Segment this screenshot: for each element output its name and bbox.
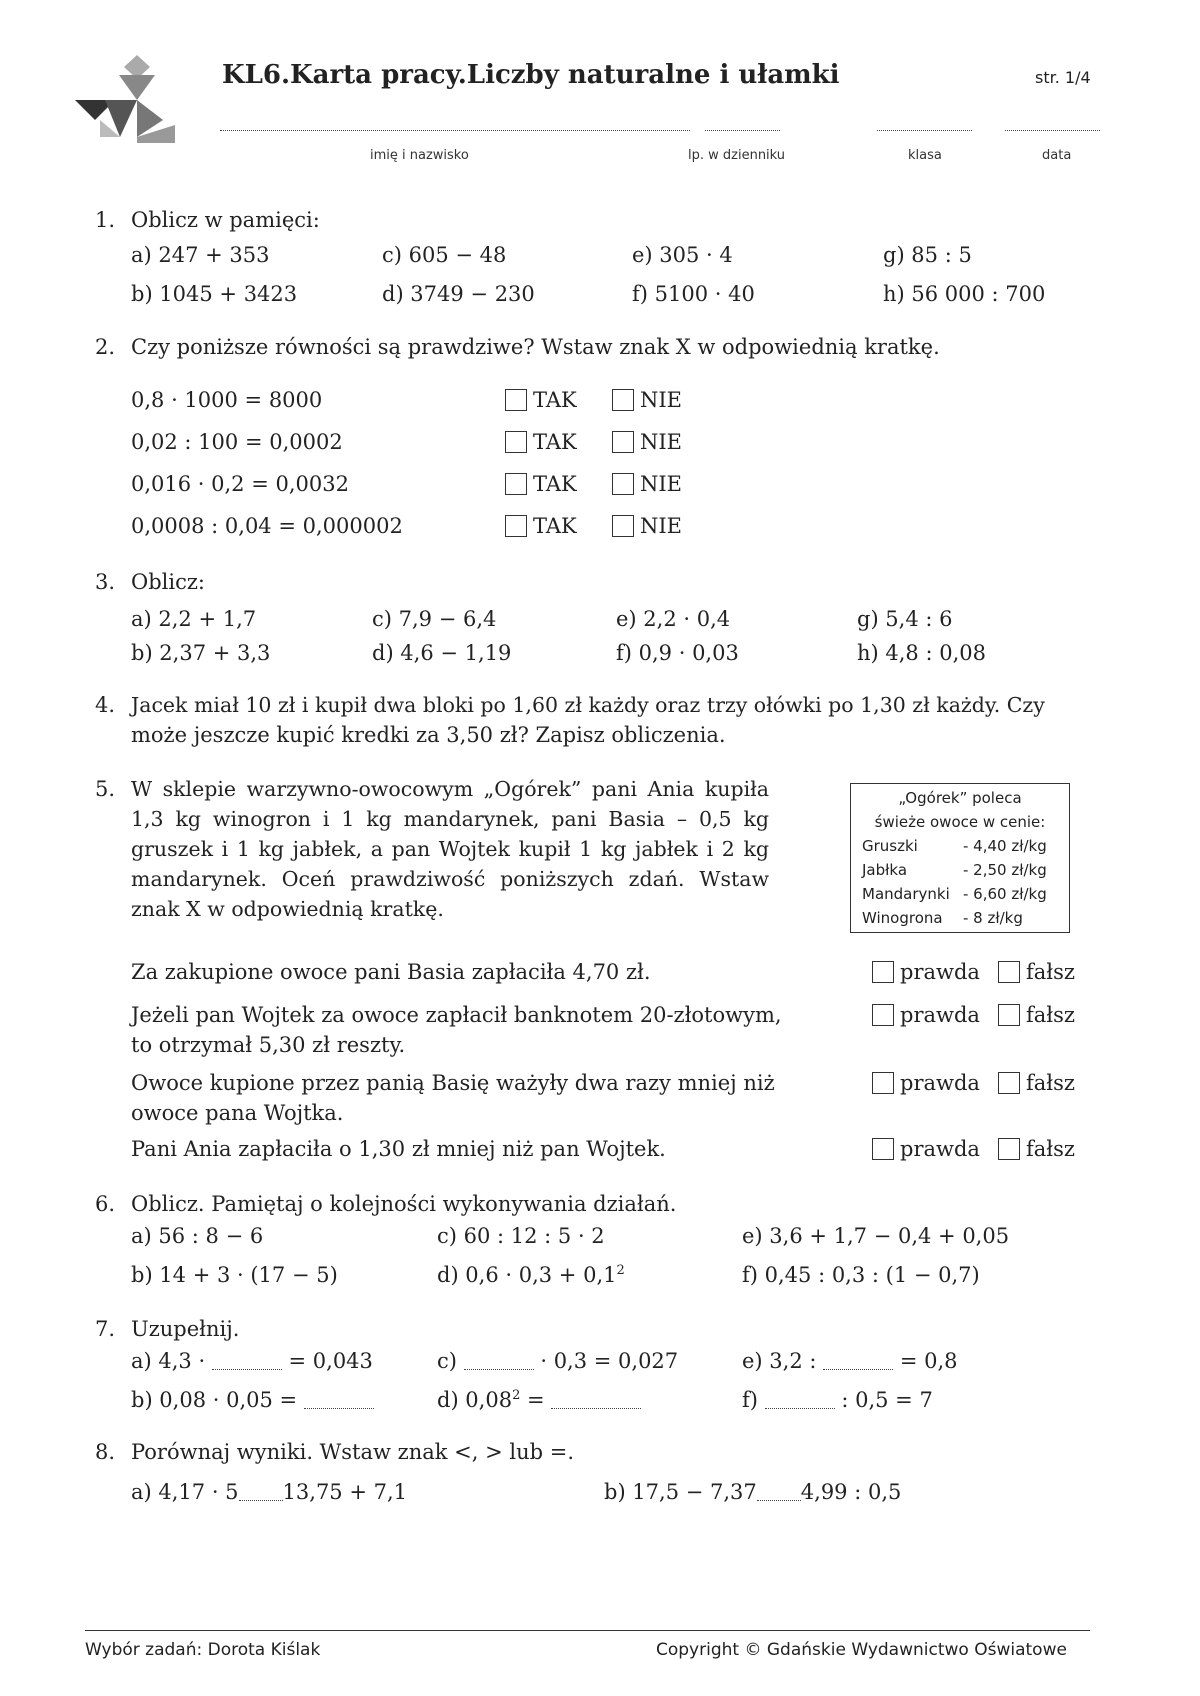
q7-instruction: Uzupełnij. (131, 1317, 240, 1341)
price-row: Gruszki - 4,40 zł/kg (862, 837, 1047, 855)
register-number-field-label: lp. w dzienniku (688, 148, 786, 163)
price-row: Winogrona - 8 zł/kg (862, 909, 1023, 927)
price-list-subtitle: świeże owoce w cenie: (874, 813, 1046, 831)
q7-item-e: e) 3,2 : = 0,8 (742, 1349, 958, 1373)
q3-item: h) 4,8 : 0,08 (857, 641, 986, 665)
q6-item: d) $0,6 \cdot 0,3 + 0,1^2$ (437, 1263, 625, 1287)
q8-item-a: a) 4,17 · 5 13,75 + 7,1 (131, 1480, 408, 1504)
checkbox[interactable] (612, 431, 634, 453)
checkbox[interactable] (505, 515, 527, 537)
q1-number: 1. (95, 208, 116, 232)
answer-blank[interactable] (551, 1392, 641, 1409)
q5-statement: Jeżeli pan Wojtek za owoce zapłacił banknotem 20-złotowym, (131, 1003, 782, 1027)
answer-blank[interactable] (823, 1353, 893, 1370)
q3-item: c) 7,9 − 6,4 (372, 607, 497, 631)
checkbox[interactable] (872, 961, 894, 983)
q5-statement: Owoce kupione przez panią Basię ważyły dwa razy mniej niż (131, 1071, 775, 1095)
name-field-label: imię i nazwisko (370, 148, 469, 163)
q2-nie-option[interactable]: NIE (612, 472, 682, 496)
q2-tak-option[interactable]: TAK (505, 514, 577, 538)
checkbox[interactable] (505, 431, 527, 453)
q2-number: 2. (95, 335, 116, 359)
q7-item-c: c) · 0,3 = 0,027 (437, 1349, 679, 1373)
q5-statement: Za zakupione owoce pani Basia zapłaciła 4,70 zł. (131, 960, 651, 984)
date-field-label: data (1042, 148, 1072, 163)
q1-item: d) 3749 − 230 (382, 282, 535, 306)
q7-number: 7. (95, 1317, 116, 1341)
class-field-line[interactable] (877, 128, 972, 131)
q5-prawda-option[interactable]: prawda (872, 960, 980, 984)
checkbox[interactable] (872, 1138, 894, 1160)
q7-item-a: a) 4,3 · = 0,043 (131, 1349, 373, 1373)
price-row: Mandarynki - 6,60 zł/kg (862, 885, 1047, 903)
q5-prawda-option[interactable]: prawda (872, 1071, 980, 1095)
q3-item: g) 5,4 : 6 (857, 607, 953, 631)
q3-item: d) 4,6 − 1,19 (372, 641, 512, 665)
checkbox[interactable] (998, 1138, 1020, 1160)
q2-nie-option[interactable]: NIE (612, 430, 682, 454)
q1-item: c) 605 − 48 (382, 243, 507, 267)
q7-item-f: f) : 0,5 = 7 (742, 1388, 933, 1412)
checkbox[interactable] (612, 515, 634, 537)
q1-item: g) 85 : 5 (883, 243, 972, 267)
class-field-label: klasa (908, 148, 942, 163)
q5-prawda-option[interactable]: prawda (872, 1137, 980, 1161)
q8-item-b: b) 17,5 − 7,37 4,99 : 0,5 (604, 1480, 902, 1504)
name-field-line[interactable] (220, 128, 690, 131)
q5-statement-cont: to otrzymał 5,30 zł reszty. (131, 1033, 406, 1057)
q4-text-line: Jacek miał 10 zł i kupił dwa bloki po 1,60 zł każdy oraz trzy ołówki po 1,30 zł każdy. Czy (131, 693, 1045, 717)
q2-nie-option[interactable]: NIE (612, 388, 682, 412)
q6-item: b) 14 + 3 · (17 − 5) (131, 1263, 338, 1287)
answer-blank[interactable] (304, 1392, 374, 1409)
answer-blank[interactable] (212, 1353, 282, 1370)
checkbox[interactable] (872, 1072, 894, 1094)
checkbox[interactable] (505, 389, 527, 411)
checkbox[interactable] (998, 961, 1020, 983)
q1-item: f) 5100 · 40 (632, 282, 755, 306)
q5-falsz-option[interactable]: fałsz (998, 1003, 1075, 1027)
q6-number: 6. (95, 1192, 116, 1216)
q1-item: b) 1045 + 3423 (131, 282, 298, 306)
publisher-logo (75, 55, 185, 145)
q2-instruction: Czy poniższe równości są prawdziwe? Wstaw znak X w odpowiednią kratkę. (131, 335, 940, 359)
price-row: Jabłka - 2,50 zł/kg (862, 861, 1047, 879)
q7-item-d: d) 0,08$^2$ = (437, 1388, 641, 1412)
q1-instruction: Oblicz w pamięci: (131, 208, 320, 232)
q6-item: c) 60 : 12 : 5 · 2 (437, 1224, 605, 1248)
q2-equation: 0,02 : 100 = 0,0002 (131, 430, 343, 454)
answer-blank[interactable] (757, 1484, 801, 1501)
price-list-title: „Ogórek” poleca (898, 789, 1022, 807)
q2-equation: 0,0008 : 0,04 = 0,000002 (131, 514, 403, 538)
q1-item: h) 56 000 : 700 (883, 282, 1046, 306)
q5-text: W sklepie warzywno-owocowym „Ogórek” pani Ania kupiła 1,3 kg winogron i 1 kg mandarynek, pani Basia – 0,5 kg gruszek i 1 kg jabłek, a pan Wojtek kupił 1 kg jabłek i 2 kg mandarynek. Oceń prawdziwość poniższych zdań. Wstaw znak X w odpowiednią kratkę. (131, 777, 769, 921)
q5-falsz-option[interactable]: fałsz (998, 1137, 1075, 1161)
price-list-box (850, 783, 1070, 933)
page-title: KL6.Karta pracy.Liczby naturalne i ułamki (222, 60, 840, 90)
q5-statement-cont: owoce pana Wojtka. (131, 1101, 344, 1125)
answer-blank[interactable] (239, 1484, 283, 1501)
checkbox[interactable] (505, 473, 527, 495)
q2-tak-option[interactable]: TAK (505, 388, 577, 412)
q1-item: e) 305 · 4 (632, 243, 733, 267)
q1-item: a) 247 + 353 (131, 243, 270, 267)
q2-equation: 0,8 · 1000 = 8000 (131, 388, 323, 412)
q5-falsz-option[interactable]: fałsz (998, 1071, 1075, 1095)
page-number: str. 1/4 (1035, 68, 1091, 87)
q8-instruction: Porównaj wyniki. Wstaw znak <, > lub =. (131, 1440, 575, 1464)
checkbox[interactable] (872, 1004, 894, 1026)
answer-blank[interactable] (464, 1353, 534, 1370)
checkbox[interactable] (998, 1004, 1020, 1026)
q5-statement: Pani Ania zapłaciła o 1,30 zł mniej niż pan Wojtek. (131, 1137, 666, 1161)
q6-item: e) 3,6 + 1,7 − 0,4 + 0,05 (742, 1224, 1010, 1248)
checkbox[interactable] (998, 1072, 1020, 1094)
checkbox[interactable] (612, 473, 634, 495)
q6-item: a) 56 : 8 − 6 (131, 1224, 264, 1248)
register-number-field-line[interactable] (705, 128, 780, 131)
answer-blank[interactable] (765, 1392, 835, 1409)
q3-item: b) 2,37 + 3,3 (131, 641, 271, 665)
q4-number: 4. (95, 693, 116, 717)
q2-nie-option[interactable]: NIE (612, 514, 682, 538)
q2-tak-option[interactable]: TAK (505, 472, 577, 496)
q3-item: e) 2,2 · 0,4 (616, 607, 731, 631)
q3-item: f) 0,9 · 0,03 (616, 641, 739, 665)
footer-divider (85, 1630, 1090, 1631)
checkbox[interactable] (612, 389, 634, 411)
q7-item-b: b) 0,08 · 0,05 = (131, 1388, 374, 1412)
q6-item: f) 0,45 : 0,3 : (1 − 0,7) (742, 1263, 980, 1287)
q5-prawda-option[interactable]: prawda (872, 1003, 980, 1027)
date-field-line[interactable] (1005, 128, 1100, 131)
q3-number: 3. (95, 570, 116, 594)
q3-instruction: Oblicz: (131, 570, 205, 594)
q2-equation: 0,016 · 0,2 = 0,0032 (131, 472, 349, 496)
footer-author: Wybór zadań: Dorota Kiślak (85, 1640, 321, 1660)
q5-number: 5. (95, 777, 116, 801)
q6-instruction: Oblicz. Pamiętaj o kolejności wykonywania działań. (131, 1192, 677, 1216)
q3-item: a) 2,2 + 1,7 (131, 607, 257, 631)
footer-copyright: Copyright © Gdańskie Wydawnictwo Oświatowe (656, 1640, 1067, 1660)
q5-falsz-option[interactable]: fałsz (998, 960, 1075, 984)
q4-text-line: może jeszcze kupić kredki za 3,50 zł? Zapisz obliczenia. (131, 723, 726, 747)
q2-tak-option[interactable]: TAK (505, 430, 577, 454)
q8-number: 8. (95, 1440, 116, 1464)
